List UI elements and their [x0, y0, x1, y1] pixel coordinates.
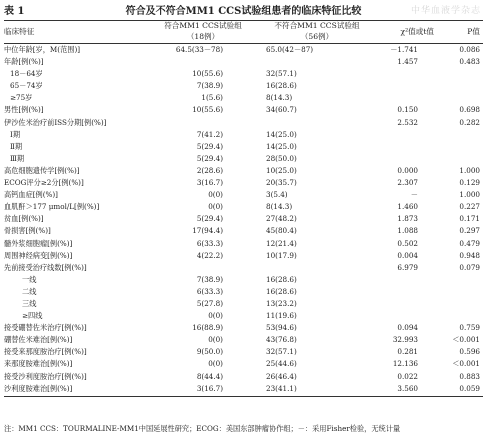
table-row — [4, 201, 483, 213]
group2-cell: 10(25.0) — [266, 165, 297, 175]
table-row — [4, 298, 483, 310]
p-value-cell: ＜0.001 — [452, 359, 480, 369]
table-row — [4, 322, 483, 334]
row-label: ECOG评分≥2分[例(%)] — [4, 178, 84, 188]
row-label: 骨损害[例(%)] — [4, 226, 51, 236]
row-label: 贫血[例(%)] — [4, 214, 44, 224]
table-row — [4, 213, 483, 225]
group2-cell: 65.0(42－87) — [266, 45, 314, 54]
row-label: Ⅱ期 — [10, 141, 23, 151]
header-stat: χ²值或t值 — [400, 27, 434, 36]
stat-cell: 1.873 — [397, 214, 418, 224]
p-value-cell: 0.079 — [459, 262, 480, 272]
row-label: 65－74岁 — [10, 81, 43, 91]
table-row — [4, 334, 483, 346]
table-row — [4, 177, 483, 189]
table-row — [4, 141, 483, 153]
journal-watermark: 中华血液学杂志 — [410, 6, 481, 16]
group1-cell: 17(94.4) — [192, 226, 223, 236]
table-row — [4, 346, 483, 358]
stat-cell: 0.094 — [397, 323, 418, 333]
p-value-cell: 0.086 — [459, 45, 480, 54]
stat-cell: 0.004 — [397, 250, 418, 260]
group2-cell: 20(35.7) — [266, 178, 297, 188]
stat-cell: 0.000 — [397, 165, 418, 175]
group2-cell: 25(44.6) — [266, 359, 297, 369]
group2-cell: 32(57.1) — [266, 69, 297, 79]
p-value-cell: 1.000 — [459, 165, 480, 175]
group1-cell: 8(44.4) — [196, 371, 223, 381]
stat-cell: 1.460 — [397, 202, 418, 212]
table-row — [4, 117, 483, 129]
p-value-cell: 1.000 — [459, 190, 480, 200]
table-row — [4, 189, 483, 201]
group1-cell: 0(0) — [208, 202, 223, 212]
group1-cell: 7(38.9) — [196, 81, 223, 91]
p-value-cell: 0.698 — [459, 105, 480, 115]
group1-cell: 0(0) — [208, 311, 223, 321]
group1-cell: 0(0) — [208, 335, 223, 345]
group2-cell: 28(50.0) — [266, 153, 297, 163]
stat-cell: 0.022 — [397, 371, 418, 381]
table-row — [4, 286, 483, 298]
group2-cell: 8(14.3) — [266, 93, 293, 103]
group1-cell: 5(29.4) — [196, 153, 223, 163]
group2-cell: 43(76.8) — [266, 335, 297, 345]
row-label: 中位年龄[岁，M(范围)] — [4, 45, 81, 54]
row-label: 接受来那度胺治疗[例(%)] — [4, 347, 87, 357]
group2-cell: 16(28.6) — [266, 274, 297, 284]
group2-cell: 3(5.4) — [266, 190, 288, 200]
row-label: Ⅰ期 — [10, 129, 21, 139]
row-label: 接受硼替佐米治疗[例(%)] — [4, 323, 87, 333]
table-row — [4, 44, 483, 56]
stat-cell: 0.502 — [397, 238, 418, 248]
group1-cell: 5(29.4) — [196, 141, 223, 151]
group2-cell: 13(23.2) — [266, 298, 297, 308]
row-label: 高钙血症[例(%)] — [4, 190, 58, 200]
header-group2-line2: （56例） — [300, 32, 334, 41]
group2-cell: 34(60.7) — [266, 105, 297, 115]
table-row — [4, 358, 483, 370]
table-title: 符合及不符合MM1 CCS试验组患者的临床特征比较 — [125, 6, 362, 17]
header-group1-line2: （18例） — [186, 32, 220, 41]
group1-cell: 10(55.6) — [192, 105, 223, 115]
stat-cell: 0.281 — [397, 347, 418, 357]
header-group1-line1: 符合MM1 CCS试验组 — [164, 21, 242, 30]
row-label: Ⅲ期 — [10, 153, 25, 163]
group1-cell: 7(41.2) — [196, 129, 223, 139]
row-label: 伊沙佐米治疗前ISS分期[例(%)] — [4, 117, 107, 127]
group1-cell: 4(22.2) — [196, 250, 223, 260]
group2-cell: 14(25.0) — [266, 129, 297, 139]
row-label: 男性[例(%)] — [4, 105, 44, 115]
row-label: ≥四线 — [22, 311, 43, 321]
table-row — [4, 371, 483, 383]
table-row — [4, 92, 483, 104]
group1-cell: 0(0) — [208, 359, 223, 369]
group2-cell: 53(94.6) — [266, 323, 297, 333]
row-label: 接受沙利度胺治疗[例(%)] — [4, 371, 87, 381]
row-label: 三线 — [22, 298, 37, 308]
group1-cell: 6(33.3) — [196, 238, 223, 248]
group1-cell: 6(33.3) — [196, 286, 223, 296]
row-label: 血肌酐＞177 μmol/L[例(%)] — [4, 202, 100, 212]
group1-cell: 3(16.7) — [196, 178, 223, 188]
p-value-cell: 0.297 — [459, 226, 480, 236]
table-row — [4, 310, 483, 322]
p-value-cell: 0.227 — [459, 202, 480, 212]
row-label: 周围神经病变[例(%)] — [4, 250, 73, 260]
p-value-cell: 0.948 — [459, 250, 480, 260]
table-row — [4, 80, 483, 92]
table-row — [4, 225, 483, 237]
row-label: 髓外浆细胞瘤[例(%)] — [4, 238, 73, 248]
table-row — [4, 383, 483, 395]
stat-cell: － — [410, 190, 418, 200]
group1-cell: 0(0) — [208, 190, 223, 200]
header-p: P值 — [467, 27, 480, 36]
stat-cell: 6.979 — [397, 262, 418, 272]
group1-cell: 2(28.6) — [196, 165, 223, 175]
row-label: 18－64岁 — [10, 69, 43, 79]
group2-cell: 27(48.2) — [266, 214, 297, 224]
stat-cell: 32.993 — [392, 335, 418, 345]
header-group2-line1: 不符合MM1 CCS试验组 — [274, 21, 360, 30]
p-value-cell: 0.129 — [459, 178, 480, 188]
stat-cell: 0.150 — [397, 105, 418, 115]
table-row — [4, 56, 483, 68]
table-body — [4, 44, 483, 395]
table-row — [4, 262, 483, 274]
group2-cell: 11(19.6) — [266, 311, 297, 321]
row-label: 硼替佐米难治[例(%)] — [4, 335, 73, 345]
group1-cell: 5(27.8) — [196, 298, 223, 308]
row-label: 先前接受治疗线数[例(%)] — [4, 262, 87, 272]
table-row — [4, 129, 483, 141]
group2-cell: 45(80.4) — [266, 226, 297, 236]
p-value-cell: 0.282 — [459, 117, 480, 127]
group1-cell: 1(5.6) — [201, 93, 223, 103]
table-row — [4, 250, 483, 262]
group1-cell: 9(50.0) — [196, 347, 223, 357]
stat-cell: －1.741 — [390, 45, 418, 54]
stat-cell: 3.560 — [397, 383, 418, 393]
group1-cell: 3(16.7) — [196, 383, 223, 393]
row-label: 二线 — [22, 286, 37, 296]
group1-cell: 16(88.9) — [192, 323, 223, 333]
p-value-cell: 0.483 — [459, 57, 480, 67]
p-value-cell: 0.759 — [459, 323, 480, 333]
group2-cell: 12(21.4) — [266, 238, 297, 248]
group1-cell: 10(55.6) — [192, 69, 223, 79]
group2-cell: 10(17.9) — [266, 250, 297, 260]
row-label: 年龄[例(%)] — [4, 57, 44, 67]
group2-cell: 16(28.6) — [266, 81, 297, 91]
group1-cell: 5(29.4) — [196, 214, 223, 224]
group2-cell: 23(41.1) — [266, 383, 297, 393]
table-row — [4, 68, 483, 80]
group2-cell: 32(57.1) — [266, 347, 297, 357]
group1-cell: 7(38.9) — [196, 274, 223, 284]
group2-cell: 14(25.0) — [266, 141, 297, 151]
p-value-cell: 0.596 — [459, 347, 480, 357]
row-label: 来那度胺难治[例(%)] — [4, 359, 73, 369]
row-label: ≥75岁 — [10, 93, 33, 103]
p-value-cell: 0.479 — [459, 238, 480, 248]
p-value-cell: 0.059 — [459, 383, 480, 393]
table-row — [4, 104, 483, 116]
stat-cell: 12.136 — [392, 359, 418, 369]
header-characteristic: 临床特征 — [4, 27, 35, 36]
stat-cell: 1.088 — [397, 226, 418, 236]
table-label: 表 1 — [4, 6, 25, 17]
group2-cell: 8(14.3) — [266, 202, 293, 212]
table-row — [4, 153, 483, 165]
group2-cell: 26(46.4) — [266, 371, 297, 381]
row-label: 一线 — [22, 274, 37, 284]
p-value-cell: 0.883 — [459, 371, 480, 381]
bottom-rule — [4, 396, 483, 397]
row-label: 高危细胞遗传学[例(%)] — [4, 165, 80, 175]
table-row — [4, 274, 483, 286]
group1-cell: 64.5(33－78) — [175, 45, 223, 54]
p-value-cell: 0.171 — [459, 214, 480, 224]
p-value-cell: ＜0.001 — [452, 335, 480, 345]
stat-cell: 2.307 — [397, 178, 418, 188]
stat-cell: 2.532 — [397, 117, 418, 127]
table-footnote: 注：MM1 CCS：TOURMALINE-MM1中国延展性研究；ECOG：美国东部肿瘤协作组；－：采用Fisher检验，无统计量 — [4, 424, 401, 433]
row-label: 沙利度胺难治[例(%)] — [4, 383, 73, 393]
table-row — [4, 238, 483, 250]
stat-cell: 1.457 — [397, 57, 418, 67]
group2-cell: 16(28.6) — [266, 286, 297, 296]
table-row — [4, 165, 483, 177]
